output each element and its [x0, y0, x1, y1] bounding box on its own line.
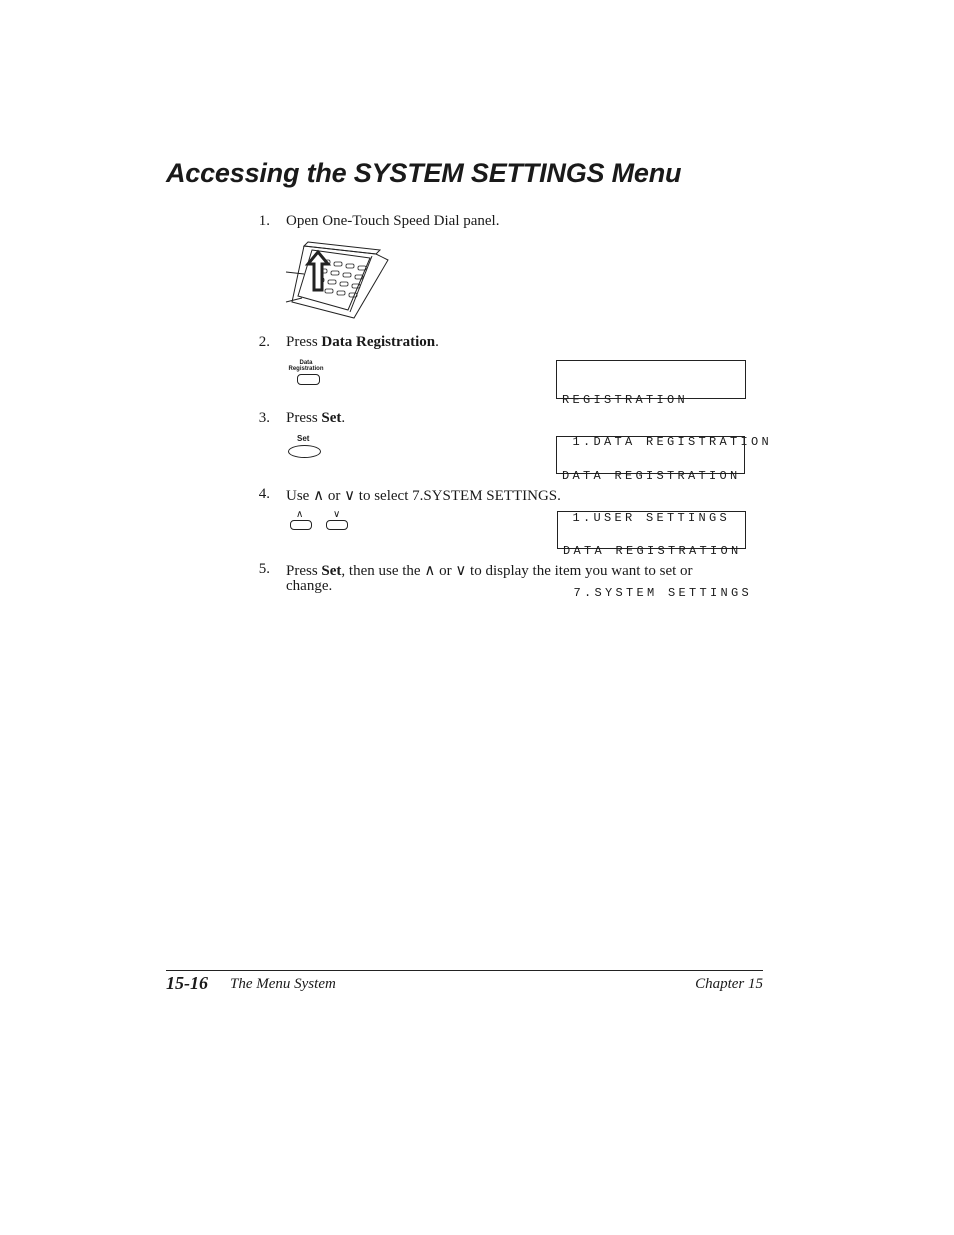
page-title: Accessing the SYSTEM SETTINGS Menu	[166, 158, 682, 188]
up-arrow-icon: ∧	[313, 488, 325, 504]
up-button-label: ∧	[296, 509, 304, 520]
step-5-text-line-1: Press Set, then use the ∧ or ∨ to display the item you want to set or	[286, 563, 693, 579]
step-1-number: 1.	[258, 213, 270, 229]
data-registration-button-label: Data Registration	[288, 360, 324, 372]
step-3-text: Press Set.	[286, 410, 346, 426]
speed-dial-panel-icon	[284, 238, 392, 320]
step-1-text: Open One-Touch Speed Dial panel.	[286, 213, 500, 229]
up-arrow-icon: ∧	[424, 563, 436, 579]
step-4-number: 4.	[258, 486, 270, 502]
lcd-display-1: REGISTRATION 1.DATA REGISTRATION	[556, 360, 746, 399]
set-key-name: Set	[321, 563, 342, 579]
section-title: The Menu System	[230, 976, 336, 992]
down-arrow-icon: ∨	[344, 488, 356, 504]
step-2-text: Press Data Registration.	[286, 334, 439, 350]
up-button[interactable]	[290, 520, 312, 530]
set-key-name: Set	[321, 410, 342, 426]
set-button-label: Set	[297, 434, 310, 443]
one-touch-panel-illustration	[284, 238, 392, 320]
data-registration-key-name: Data Registration	[321, 334, 436, 350]
lcd-display-3: DATA REGISTRATION 7.SYSTEM SETTINGS	[557, 511, 746, 549]
lcd-display-2: DATA REGISTRATION 1.USER SETTINGS	[556, 436, 745, 474]
down-arrow-icon: ∨	[455, 563, 467, 579]
page-number: 15-16	[166, 973, 208, 993]
step-5-text-line-2: change.	[286, 578, 333, 594]
chapter-label: Chapter 15	[695, 976, 763, 992]
data-registration-button[interactable]	[297, 374, 320, 385]
step-3-number: 3.	[258, 410, 270, 426]
step-5-number: 5.	[258, 561, 270, 577]
down-button-label: ∨	[333, 509, 341, 520]
step-4-text: Use ∧ or ∨ to select 7.SYSTEM SETTINGS.	[286, 488, 561, 504]
set-button[interactable]	[288, 445, 321, 458]
step-2-number: 2.	[258, 334, 270, 350]
footer-divider	[166, 970, 763, 971]
down-button[interactable]	[326, 520, 348, 530]
